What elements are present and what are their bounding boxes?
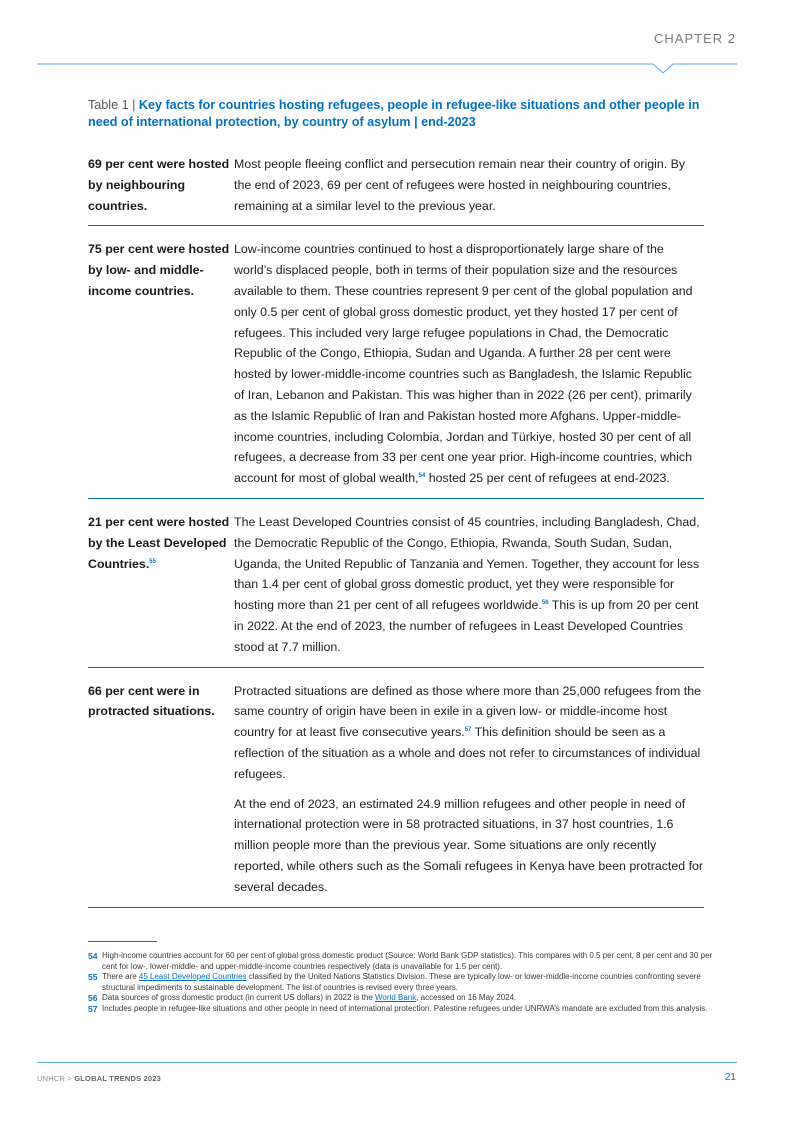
footer-publication: GLOBAL TRENDS 2023 [74, 1074, 162, 1083]
footnote-number: 56 [88, 993, 98, 1003]
table-number: Table 1 | [88, 98, 139, 112]
footer-divider [37, 1062, 737, 1063]
footnote-reference[interactable]: 57 [464, 727, 472, 733]
footnote-text [102, 1004, 707, 1015]
footnote-text-part: There are [102, 972, 139, 981]
fact-label [88, 154, 234, 216]
footnote-text-part: High-income countries account for 60 per cent of global gross domestic product (Source: World Bank GDP statistics). This compares with 0.5 per cent, 8 per cent and 30 per cent for low-, lower-middle- and upper-middle-income countries respectively (data is unavailable for 1.5 per cent). [102, 951, 713, 971]
header-divider [37, 55, 737, 75]
paragraph-text: At the end of 2023, an estimated 24.9 million refugees and other people in need of international protection were in 58 protracted situations, in 37 host countries, 1.6 million people more than the previous year. Some situations are only recently reported, while others such as the Somali refugees in Kenya have been protracted for several decades. [234, 796, 704, 894]
page-number: 21 [724, 1072, 736, 1083]
fact-label-text: 69 per cent were hosted by neighbouring countries. [88, 157, 230, 213]
footer-publisher: UNHCR > [37, 1074, 75, 1083]
footnote-text [102, 993, 516, 1004]
footnote-number: 55 [88, 972, 98, 982]
fact-label [88, 681, 234, 898]
footnote-reference[interactable]: 55 [149, 558, 156, 565]
fact-description [234, 681, 704, 898]
footnote-divider [88, 941, 157, 942]
key-facts-table [88, 149, 704, 908]
fact-paragraph [234, 512, 704, 658]
fact-paragraph [234, 681, 704, 785]
paragraph-text: The Least Developed Countries consist of 45 countries, including Bangladesh, Chad, the Democratic Republic of the Congo, Ethiopia, Rwanda, South Sudan, Sudan, Uganda, the United Republic of Tanzania and Yemen. Together, they account for less than 1.4 per cent of global gross domestic product, yet they were responsible for hosting more than 21 per cent of all refugees worldwide. [234, 514, 700, 613]
table-row [88, 668, 704, 908]
footnote-number: 57 [88, 1003, 98, 1014]
fact-label-text: 21 per cent were hosted by the Least Developed Countries. [88, 514, 230, 571]
paragraph-text: Protracted situations are defined as those where more than 25,000 refugees from the same country of origin have been in exile in a given low- or middle-income host country for at least five consecutive years. [234, 683, 701, 740]
world-bank-link[interactable]: World Bank [375, 993, 417, 1002]
paragraph-text: Low-income countries continued to host a disproportionately large share of the world’s displaced people, both in terms of their population size and the resources available to them. These countries represent 9 per cent of the global population and only 0.5 per cent of global gross domestic product, yet they hosted 17 per cent of refugees. This included very large refugee populations in Chad, the Democratic Republic of the Congo, Ethiopia, Sudan and Uganda. A further 28 per cent were hosted by lower-middle-income countries such as Bangladesh, the Islamic Republic of Iran, Lebanon and Pakistan. This was higher than in 2022 (26 per cent), primarily as the Islamic Republic of Iran and Pakistan hosted more Afghans. Upper-middle-income countries, including Colombia, Jordan and Türkiye, hosted 30 per cent of all refugees, a decrease from 33 per cent one year prior. High-income countries, which account for most of global wealth, [234, 242, 693, 486]
ldc-list-link[interactable]: 45 Least Developed Countries [138, 972, 247, 981]
paragraph-text: Most people fleeing conflict and persecution remain near their country of origin. By the end of 2023, 69 per cent of refugees were hosted in neighbouring countries, remaining at a similar level to the previous year. [234, 157, 686, 213]
table-row [88, 149, 704, 226]
footnotes [88, 951, 718, 1014]
paragraph-text: This is up from 20 per cent in 2022. At the end of 2023, the number of refugees in Least Developed Countries stood at 7.7 million. [234, 598, 699, 654]
fact-paragraph [234, 239, 704, 489]
paragraph-text: hosted 25 per cent of refugees at end-2023. [425, 471, 670, 486]
footnote-text [102, 951, 718, 972]
footnote-text-part: , accessed on 16 May 2024. [416, 993, 517, 1002]
fact-paragraph [234, 154, 704, 216]
paragraph-text: This definition should be seen as a reflection of the situation as a whole and does not refer to circumstances of individual refugees. [234, 725, 701, 781]
footnote-text [102, 972, 718, 993]
table-caption [88, 97, 718, 131]
footnote-item [88, 1004, 718, 1015]
fact-label-text: 75 per cent were hosted by low- and middle-income countries. [88, 242, 230, 298]
table-title: Key facts for countries hosting refugees, people in refugee-like situations and other people in need of international protection, by country of asylum | end-2023 [88, 98, 700, 129]
footnote-text-part: Includes people in refugee-like situations and other people in need of international protection. Palestine refugees under UNRWA’s mandate are excluded from this analysis. [102, 1003, 708, 1013]
footnote-item [88, 972, 718, 993]
footnote-reference[interactable]: 54 [418, 473, 426, 480]
footer-breadcrumb [37, 1074, 161, 1083]
table-row [88, 226, 704, 499]
fact-description [234, 154, 704, 216]
fact-label [88, 239, 234, 489]
footnote-text-part: Data sources of gross domestic product (in current US dollars) in 2022 is the [102, 993, 376, 1002]
footnote-reference[interactable]: 56 [541, 600, 549, 607]
fact-label-text: 66 per cent were in protracted situations. [88, 683, 215, 719]
fact-label [88, 512, 234, 658]
chapter-label: CHAPTER 2 [654, 31, 736, 46]
footnote-item [88, 993, 718, 1004]
footnote-text-part: classified by the United Nations Statistics Division. These are typically low- or lower-middle-income countries confronting severe structural impediments to sustainable development. The list of countries is revised every three years. [102, 972, 701, 992]
fact-description [234, 239, 704, 489]
fact-description [234, 512, 704, 658]
table-row [88, 499, 704, 668]
fact-paragraph [234, 794, 704, 898]
footnote-number: 54 [88, 951, 98, 961]
footnote-item [88, 951, 718, 972]
